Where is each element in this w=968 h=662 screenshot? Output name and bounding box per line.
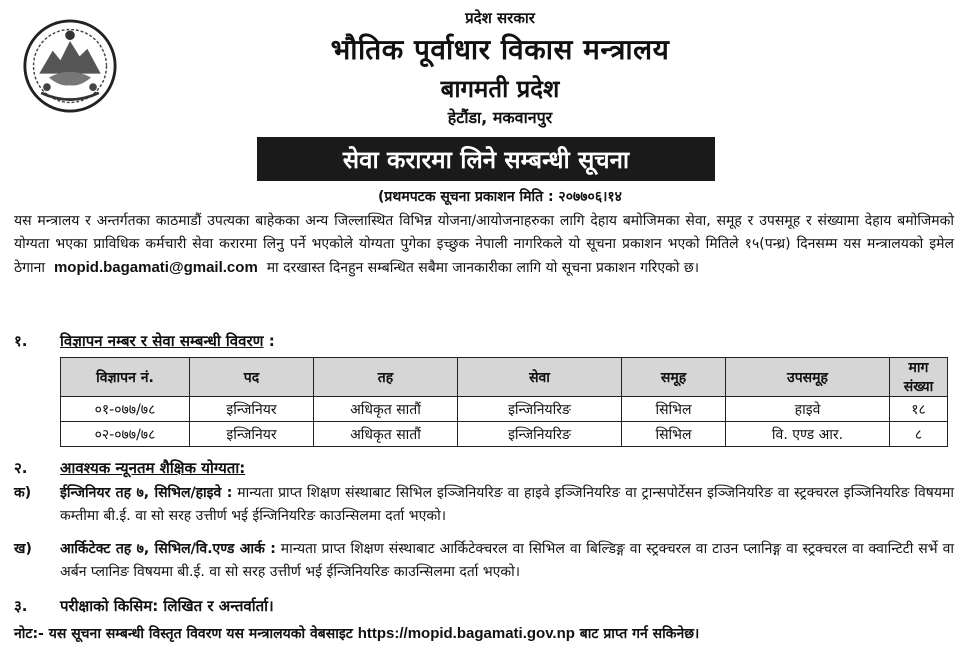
qualification-post: ईन्जिनियर तह ७, सिभिल/हाइवे : xyxy=(60,485,233,501)
qualification-post: आर्किटेक्ट तह ७, सिभिल/वि.एण्ड आर्क : xyxy=(60,541,276,557)
first-publication-date: (प्रथमपटक सूचना प्रकाशन मिति : २०७७०६।१४ xyxy=(378,189,622,205)
ministry-name: भौतिक पूर्वाधार विकास मन्त्रालय xyxy=(330,33,670,66)
section1-title-suffix: : xyxy=(263,332,275,350)
section1-title xyxy=(60,331,275,351)
qualification-label: क) xyxy=(14,485,32,501)
section3-number: ३. xyxy=(14,597,28,615)
table-cell: अधिकृत सातौं xyxy=(314,397,458,422)
section3-title: परीक्षाको किसिम: लिखित र अन्तर्वार्ता। xyxy=(60,597,274,615)
table-cell: वि. एण्ड आर. xyxy=(726,422,890,447)
table-cell: सिभिल xyxy=(622,397,726,422)
qualification-label: ख) xyxy=(14,541,32,557)
table-cell: इन्जिनियरिङ xyxy=(458,422,622,447)
table-cell: इन्जिनियर xyxy=(190,422,314,447)
table-header-cell: तह xyxy=(314,358,458,397)
table-cell: ८ xyxy=(890,422,948,447)
table-cell: १८ xyxy=(890,397,948,422)
intro-text: यस मन्त्रालय र अन्तर्गतका काठमाडौं उपत्यका बाहेकका अन्य जिल्लास्थित विभिन्न योजना/आयोजनाहरुका लागि देहाय बमोजिमका सेवा, समूह र उपसमूह र संख्यामा देहाय बमोजिमको योग्यता भएका प्राविधिक कर्मचारी सेवा करारमा लिनु पर्ने भएकोले योग्यता पुगेका इच्छुक नेपाली नागरिकले यो सूचना प्रकाशन भएको मितिले १५(पन्ध्र) दिनसम्म यस मन्त्रालयको इमेल ठेगाना xyxy=(14,213,954,276)
vacancy-table xyxy=(60,357,948,447)
government-label: प्रदेश सरकार xyxy=(465,9,535,27)
table-row xyxy=(61,397,948,422)
email-address: mopid.bagamati@gmail.com xyxy=(53,259,258,276)
office-address: हेटौंडा, मकवानपुर xyxy=(447,108,553,127)
table-cell: हाइवे xyxy=(726,397,890,422)
intro-text-end: मा दरखास्त दिनहुन सम्बन्धित सबैमा जानकारीका लागि यो सूचना प्रकाशन गरिएको छ। xyxy=(266,260,700,276)
intro-paragraph xyxy=(14,210,954,280)
table-cell: अधिकृत सातौं xyxy=(314,422,458,447)
table-header-cell: सेवा xyxy=(458,358,622,397)
table-header-cell: पद xyxy=(190,358,314,397)
note-suffix: बाट प्राप्त गर्न सकिनेछ। xyxy=(574,626,700,642)
table-cell: इन्जिनियर xyxy=(190,397,314,422)
table-header-cell: समूह xyxy=(622,358,726,397)
table-header-cell: विज्ञापन नं. xyxy=(61,358,190,397)
section1-number: १. xyxy=(14,332,28,350)
table-cell: ०२-०७७/७८ xyxy=(61,422,190,447)
website-link[interactable]: https://mopid.bagamati.gov.np xyxy=(357,625,575,642)
table-header-cell: उपसमूह xyxy=(726,358,890,397)
table-header-row xyxy=(61,358,948,397)
table-header-cell: माग संख्या xyxy=(890,358,948,397)
note-prefix: नोट:- यस सूचना सम्बन्धी विस्तृत विवरण यस मन्त्रालयको वेबसाइट xyxy=(14,626,358,642)
qualification-item xyxy=(14,482,954,528)
qualification-text: मान्यता प्राप्त शिक्षण संस्थाबाट आर्किटेक्चरल वा सिभिल वा बिल्डिङ्ग वा स्ट्रक्चरल वा टाउन प्लानिङ्ग वा स्ट्रक्चरल वा क्वान्टिटी सर्भे वा अर्बन प्लानिङ विषयमा बी.ई. वा सो सरह उत्तीर्ण भई ईन्जिनियरिङ काउन्सिलमा दर्ता भएको। xyxy=(60,541,954,580)
table-cell: सिभिल xyxy=(622,422,726,447)
table-row xyxy=(61,422,948,447)
footer-note xyxy=(14,624,954,643)
section1-title-text: विज्ञापन नम्बर र सेवा सम्बन्धी विवरण xyxy=(60,332,264,350)
qualification-text: मान्यता प्राप्त शिक्षण संस्थाबाट सिभिल इञ्जिनियरिङ वा हाइवे इञ्जिनियरिङ वा ट्रान्सपोर्टेसन इञ्जिनियरिङ वा स्ट्रक्चरल इञ्जिनियरिङ विषयमा कम्तीमा बी.ई. वा सो सरह उत्तीर्ण भई ईन्जिनियरिङ काउन्सिलमा दर्ता भएको। xyxy=(60,485,954,524)
table-cell: ०१-०७७/७८ xyxy=(61,397,190,422)
qualification-item xyxy=(14,538,954,584)
section2-title: आवश्यक न्यूनतम शैक्षिक योग्यता: xyxy=(60,459,246,477)
section2-number: २. xyxy=(14,459,28,477)
notice-title-banner: सेवा करारमा लिने सम्बन्धी सूचना xyxy=(257,137,715,181)
table-cell: इन्जिनियरिङ xyxy=(458,397,622,422)
province-name: बागमती प्रदेश xyxy=(440,75,560,103)
nepal-government-emblem-icon xyxy=(22,18,118,114)
